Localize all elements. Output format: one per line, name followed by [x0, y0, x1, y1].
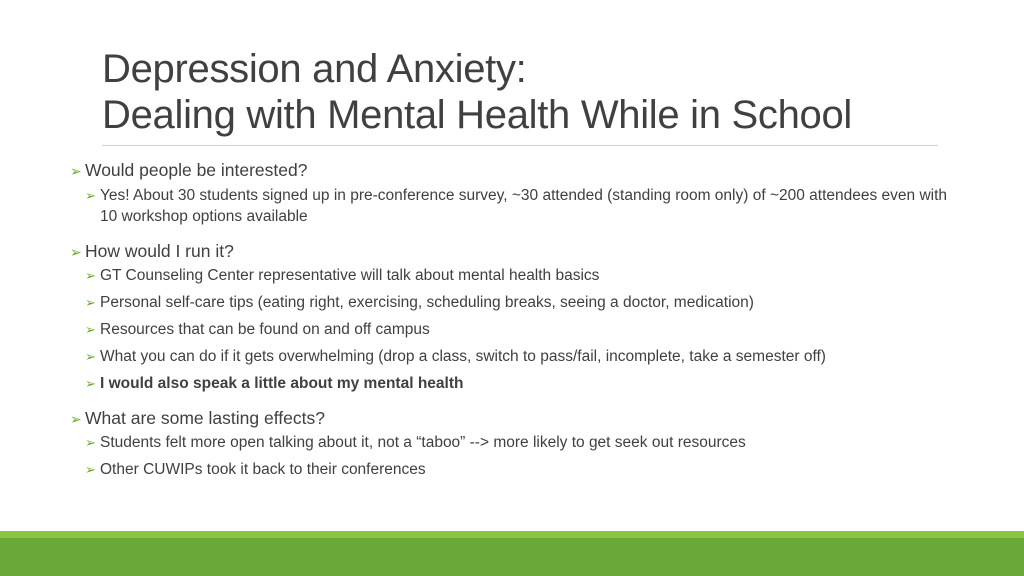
slide-title [102, 46, 982, 138]
title-line-1: Depression and Anxiety: [102, 47, 527, 91]
arrow-bullet-icon: ➢ [85, 349, 96, 364]
list-item: ➢ Other CUWIPs took it back to their conferences [85, 461, 426, 478]
slide-body [68, 158, 948, 480]
arrow-bullet-icon: ➢ [85, 376, 96, 391]
footer-bar [0, 538, 1024, 576]
section-heading: ➢ How would I run it? [68, 239, 948, 263]
list-item: ➢ Students felt more open talking about it, not a “taboo” --> more likely to get seek out resources [85, 434, 746, 451]
arrow-bullet-icon: ➢ [85, 462, 96, 477]
arrow-bullet-icon: ➢ [70, 163, 82, 179]
footer-accent-bar [0, 531, 1024, 538]
list-item: ➢ Resources that can be found on and off campus [85, 321, 430, 338]
section-heading: ➢ What are some lasting effects? [68, 406, 948, 430]
list-item: ➢ Personal self-care tips (eating right, exercising, scheduling breaks, seeing a doctor, medication) [85, 294, 754, 311]
title-divider [102, 145, 938, 146]
list-item-emphasis: ➢ I would also speak a little about my mental health [85, 375, 464, 392]
list-item: ➢ What you can do if it gets overwhelming (drop a class, switch to pass/fail, incomplete, take a semester off) [85, 348, 826, 365]
arrow-bullet-icon: ➢ [70, 411, 82, 427]
arrow-bullet-icon: ➢ [85, 188, 96, 203]
section-heading: ➢ Would people be interested? [68, 158, 948, 182]
list-item: ➢ Yes! About 30 students signed up in pre-conference survey, ~30 attended (standing room only) of ~200 attendees even with 10 workshop options available [85, 187, 948, 225]
arrow-bullet-icon: ➢ [70, 244, 82, 260]
arrow-bullet-icon: ➢ [85, 322, 96, 337]
title-line-2: Dealing with Mental Health While in School [102, 93, 852, 137]
arrow-bullet-icon: ➢ [85, 295, 96, 310]
arrow-bullet-icon: ➢ [85, 268, 96, 283]
arrow-bullet-icon: ➢ [85, 435, 96, 450]
list-item: ➢ GT Counseling Center representative will talk about mental health basics [85, 267, 600, 284]
